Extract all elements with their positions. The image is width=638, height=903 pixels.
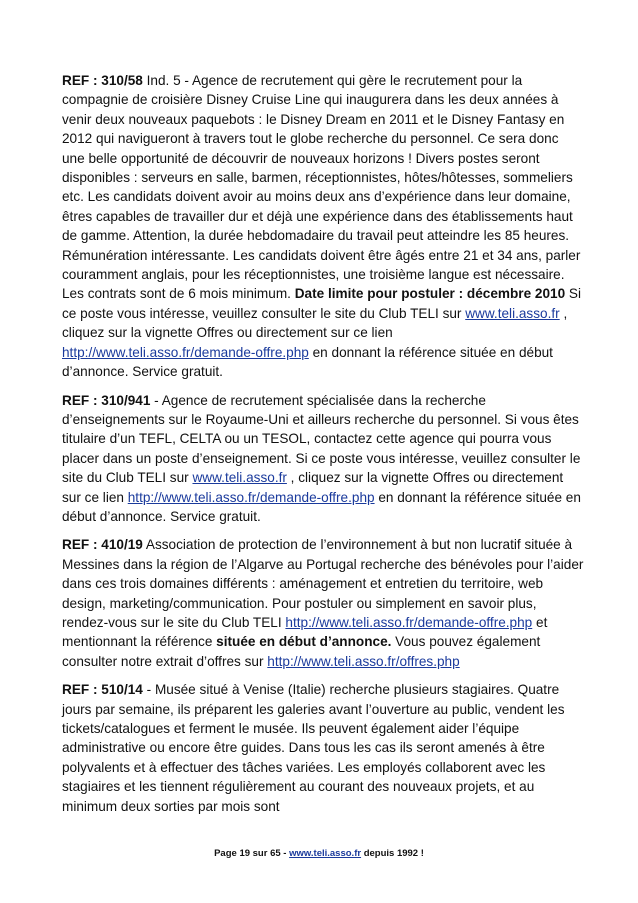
listing-text: - Musée situé à Venise (Italie) recherche plusieurs stagiaires. Quatre jours par semaine, ils préparent les galeries avant l’ouverture au public, vendent les tickets/catalogues et ferment le musée. Ils peuvent également aider l’équipe administrative ou encore être guides. Dans tous les cas ils seront amenés à être polyvalents et à effectuer des tâches variées. Les employés collaborent avec les stagiaires et les tiennent régulièrement au courant des nouveaux projets, et au minimum deux sorties par mois sont xyxy=(62,682,565,814)
demande-offre-link[interactable]: http://www.teli.asso.fr/demande-offre.php xyxy=(127,489,375,505)
listing-text: en donnant la référence située en début d’annonce. Service gratuit. xyxy=(62,489,581,524)
listing-text: en donnant la référence située en début d’annonce. Service gratuit. xyxy=(62,344,553,380)
deadline-text: Date limite pour postuler : décembre 2010 xyxy=(294,286,566,302)
listing-text: Association de protection de l’environnement à but non lucratif située à Messines dans la région de l’Algarve au Portugal recherche des bénévoles pour l’aider dans ces trois domaines différents : aménagement et entretien du territoire, web design, marketing/communication. Pour postuler ou simplement en savoir plus, rendez-vous sur le site du Club TELI xyxy=(62,537,584,630)
page-number: Page 19 sur 65 - xyxy=(214,848,290,859)
listing-text: , cliquez sur la vignette Offres ou directement sur ce lien xyxy=(62,470,564,505)
bold-reference-text: située en début d’annonce. xyxy=(216,634,392,650)
job-listing-510-14 xyxy=(62,680,584,816)
ref-code: REF : 310/58 xyxy=(62,73,143,88)
teli-site-link[interactable]: www.teli.asso.fr xyxy=(465,305,560,321)
page-content xyxy=(62,71,584,825)
footer-site-link[interactable]: www.teli.asso.fr xyxy=(289,848,362,859)
listing-text: , cliquez sur la vignette Offres ou directement sur ce lien xyxy=(62,305,568,341)
listing-text: Vous pouvez également consulter notre extrait d’offres sur xyxy=(62,634,541,669)
ref-code: REF : 510/14 xyxy=(62,682,143,698)
listing-text: Ind. 5 - Agence de recrutement qui gère le recrutement pour la compagnie de croisière Disney Cruise Line qui inaugurera dans les deux années à venir deux nouveaux paquebots : le Disney Dream en 2011 et le Disney Fantasy en 2012 qui navigueront à travers tout le globe recherche du personnel. Ce sera donc une belle opportunité de découvrir de nouveaux horizons ! Divers postes seront disponibles : serveurs en salle, barmen, réceptionnistes, hôtes/hôtesses, sommeliers etc. Les candidats doivent avoir au moins deux ans d’expérience dans leur domaine, êtres capables de travailler dur et déjà une expérience dans des établissements haut de gamme. Attention, la durée hebdomadaire du travail peut atteindre les 85 heures. Rémunération intéressante. Les candidats doivent être âgés entre 21 et 34 ans, parler couramment anglais, pour les réceptionnistes, une troisième langue est nécessaire. Les contrats sont de 6 mois minimum. xyxy=(62,73,581,302)
job-listing-310-941 xyxy=(62,391,584,527)
footer-suffix: depuis 1992 ! xyxy=(361,848,424,859)
listing-text: - Agence de recrutement spécialisée dans la recherche d’enseignements sur le Royaume-Uni et ailleurs recherche du personnel. Si vous êtes titulaire d’un TEFL, CELTA ou un TESOL, contactez cette agence qui pourra vous placer dans un poste d’enseignement. Si ce poste vous intéresse, veuillez consulter le site du Club TELI sur xyxy=(62,392,581,486)
demande-offre-link[interactable]: http://www.teli.asso.fr/demande-offre.php xyxy=(285,614,533,630)
ref-code: REF : 310/941 xyxy=(62,392,151,408)
ref-code: REF : 410/19 xyxy=(62,537,143,553)
page-footer xyxy=(0,848,638,859)
teli-site-link[interactable]: www.teli.asso.fr xyxy=(192,470,287,486)
listing-text: Si ce poste vous intéresse, veuillez consulter le site du Club TELI sur xyxy=(62,286,582,321)
job-listing-310-58 xyxy=(62,71,584,382)
demande-offre-link[interactable]: http://www.teli.asso.fr/demande-offre.php xyxy=(62,344,309,360)
job-listing-410-19 xyxy=(62,535,584,671)
listing-text: et mentionnant la référence xyxy=(62,614,548,650)
offres-link[interactable]: http://www.teli.asso.fr/offres.php xyxy=(267,653,460,669)
